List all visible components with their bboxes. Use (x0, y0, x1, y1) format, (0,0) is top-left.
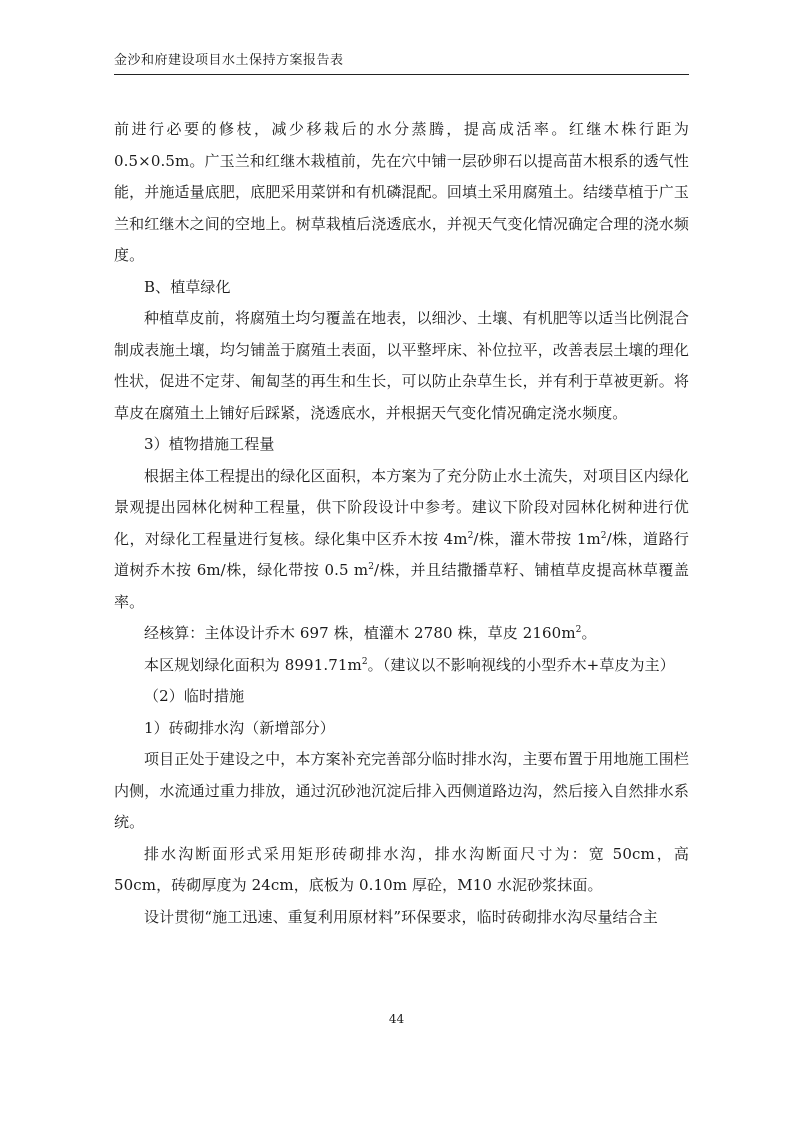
running-header: 金沙和府建设项目水土保持方案报告表 (114, 53, 344, 68)
superscript: 2 (600, 530, 607, 541)
text-run: 。 (581, 624, 597, 642)
superscript: 2 (361, 656, 368, 667)
paragraph: 项目正处于建设之中，本方案补充完善部分临时排水沟，主要布置于用地施工围栏内侧，水流通过重力排放，通过沉砂池沉淀后排入西侧道路边沟，然后接入自然排水系统。 (114, 750, 689, 831)
paragraph: 排水沟断面形式采用矩形砖砌排水沟，排水沟断面尺寸为：宽 50cm，高 50cm，砖砌厚度为 24cm，底板为 0.10m 厚砼，M10 水泥砂浆抹面。 (114, 844, 689, 894)
section-heading: （2）临时措施 (144, 687, 245, 705)
text-run: 。（建议以不影响视线的小型乔木+草皮为主） (367, 655, 675, 674)
text-run: 经核算：主体设计乔木 697 株，植灌木 2780 株，草皮 2160m (144, 624, 576, 642)
text-run: /株，并且结撒播草籽、铺植草皮提高林草覆盖率。 (114, 561, 690, 611)
paragraph: 设计贯彻“施工迅速、重复利用原材料”环保要求，临时砖砌排水沟尽量结合主 (144, 907, 658, 926)
page-number: 44 (388, 1012, 405, 1026)
paragraph (114, 618, 689, 650)
header-rule (114, 74, 689, 75)
paragraph: 种植草皮前，将腐殖土均匀覆盖在地表，以细沙、土壤、有机肥等以适当比例混合制成表施土壤，均匀铺盖于腐殖土表面，以平整坪床、补位拉平，改善表层土壤的理化性状，促进不定芽、匍匐茎的再生和生长，可以防止杂草生长，并有利于草被更新。将草皮在腐殖土上铺好后踩紧，浇透底水，并根据天气变化情况确定浇水频度。 (114, 309, 689, 422)
text-run: 根据主体工程提出的绿化区面积，本方案为了充分防止水土流失，对项目区内绿化景观提出园林化树种工程量，供下阶段设计中参考。建议下阶段对园林化树种进行优化，对绿化工程量进行复核。绿化集中区乔木按 4m (114, 466, 689, 548)
paragraph (114, 650, 689, 682)
text-run: /株，灌木带按 1m (473, 529, 601, 548)
paragraph: 前进行必要的修枝，减少移栽后的水分蒸腾，提高成活率。红继木株行距为0.5×0.5m。广玉兰和红继木栽植前，先在穴中铺一层砂卵石以提高苗木根系的透气性能，并施适量底肥，底肥采用菜饼和有机磷混配。回填土采用腐殖土。结缕草植于广玉兰和红继木之间的空地上。树草栽植后浇透底水，并视天气变化情况确定合理的浇水频度。 (114, 120, 689, 264)
document-body (114, 114, 689, 933)
superscript: 2 (575, 625, 582, 635)
paragraph (114, 461, 689, 619)
section-heading: 3）植物措施工程量 (144, 435, 275, 453)
superscript: 2 (368, 562, 375, 572)
superscript: 2 (467, 530, 474, 541)
text-run: 本区规划绿化面积为 8991.71m (144, 655, 362, 674)
section-heading: 1）砖砌排水沟（新增部分） (144, 718, 335, 737)
text-run: /株，道路行道树乔木按 6m/株，绿化带按 0.5 m (114, 529, 690, 579)
section-heading: B、植草绿化 (144, 277, 231, 296)
